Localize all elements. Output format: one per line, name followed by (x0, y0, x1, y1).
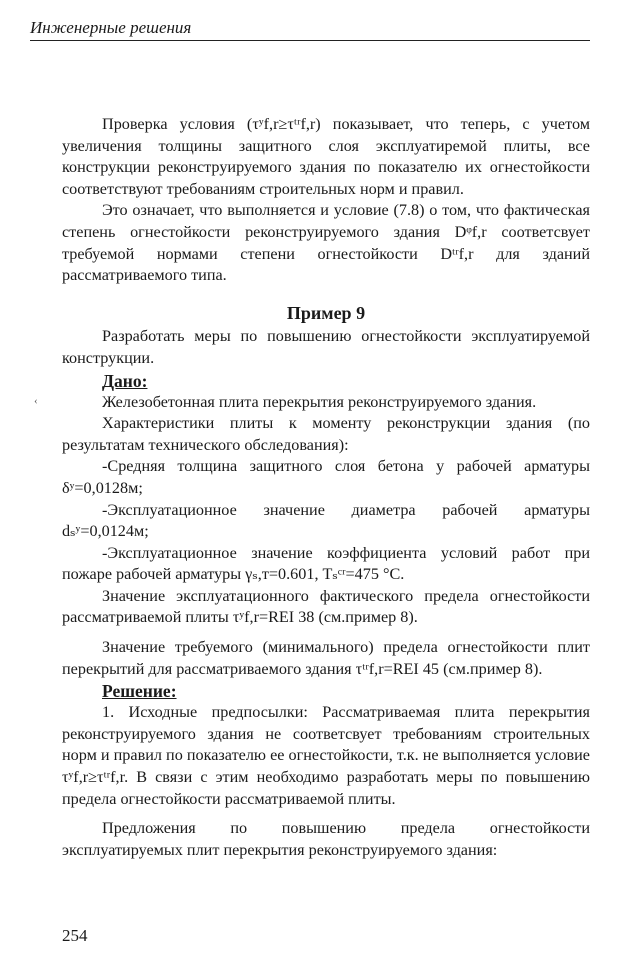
paragraph-check-condition: Проверка условия (τʸf,r≥τᵗʳf,r) показывает, что теперь, с учетом увеличения толщины защитного слоя эксплуатиремой плиты, все конструкции реконструируемого здания по показателю их огнестойкости соответствуют требованиям строительных норм и правил. (62, 115, 590, 198)
given-item: -Эксплуатационное значение коэффициента условий работ при пожаре рабочей арматуры γₛ,т=0.601, Tₛᶜʳ=475 °С. (62, 543, 590, 584)
page-body (62, 114, 590, 861)
given-item: -Эксплуатационное значение диаметра рабочей арматуры dₛʸ=0,0124м; (62, 500, 590, 541)
given-item: -Средняя толщина защитного слоя бетона у рабочей арматуры δʸ=0,0128м; (62, 457, 590, 497)
given-item: Характеристики плиты к моменту реконструкции здания (по результатам технического обследования): (62, 414, 590, 454)
solution-item: 1. Исходные предпосылки: Рассматриваемая плита перекрытия реконструируемого здания не соответсвует требованиям строительных норм и правил по показателю ее огнестойкости, т.к. не выполняется условие τʸf,r≥τᵗʳf,r. В связи с этим необходимо разработать меры по повышению предела огнестойкости рассматриваемой плиты. (62, 703, 590, 808)
given-heading: Дано: (102, 370, 148, 391)
page-number: 254 (62, 926, 88, 945)
given-item: Значение эксплуатационного фактического предела огнестойкости рассматриваемой плиты τʸf,r=REI 38 (см.пример 8). (62, 586, 590, 627)
given-item: Железобетонная плита перекрытия реконструируемого здания. (102, 392, 537, 411)
running-header: Инженерные решения (30, 18, 590, 41)
solution-heading: Решение: (102, 681, 177, 702)
example-intro: Разработать меры по повышению огнестойкости эксплуатируемой конструкции. (62, 327, 590, 367)
given-item: Значение требуемого (минимального) предела огнестойкости плит перекрытий для рассматриваемого здания τᵗʳf,r=REI 45 (см.пример 8). (62, 638, 590, 678)
example-title: Пример 9 (286, 302, 366, 323)
solution-item: Предложения по повышению предела огнестойкости эксплуатируемых плит перекрытия реконструируемого здания: (62, 819, 590, 859)
margin-mark: ‹ (34, 395, 38, 407)
paragraph-fire-degree: Это означает, что выполняется и условие (7.8) о том, что фактическая степень огнестойкости реконструируемого здания Dᵠf,r соответсвует требуемой нормами степени огнестойкости Dᵗʳf,r для зданий рассматриваемого типа. (62, 201, 590, 285)
